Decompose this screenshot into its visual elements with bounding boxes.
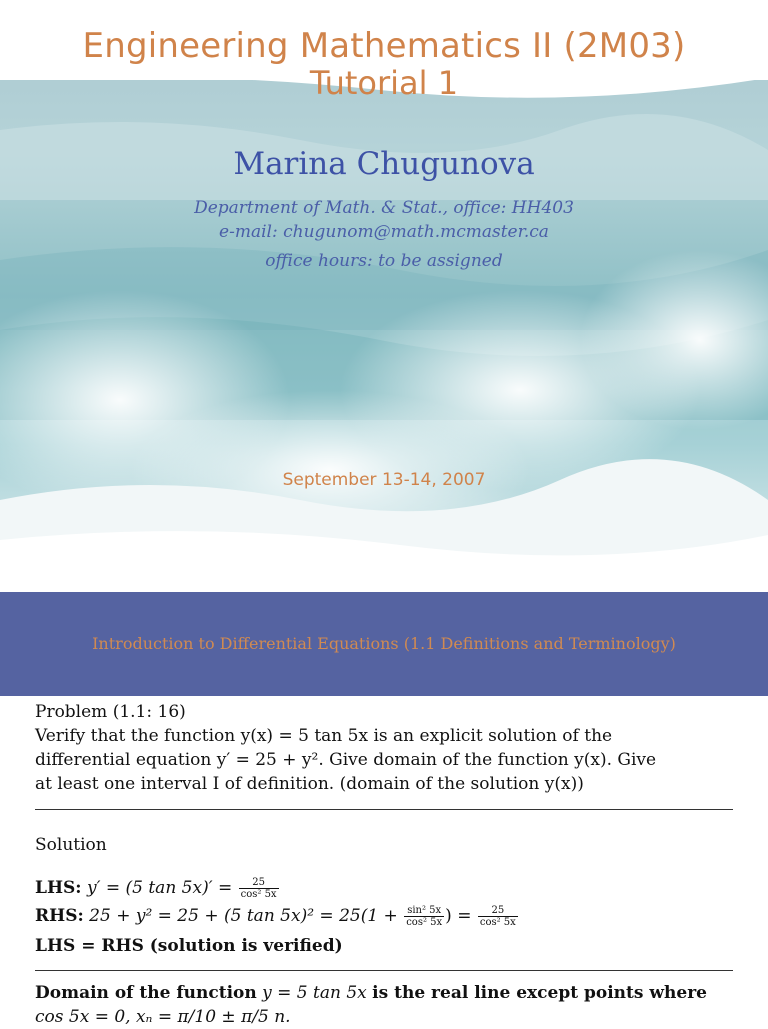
solution-heading: Solution	[35, 835, 107, 855]
presentation-date: September 13-14, 2007	[282, 470, 486, 490]
section-banner	[0, 592, 768, 696]
problem-page	[0, 696, 768, 1027]
presentation-title: Engineering Mathematics II (2M03)	[82, 26, 686, 66]
problem-heading: Problem (1.1: 16)	[35, 702, 186, 722]
author-name: Marina Chugunova	[233, 146, 535, 182]
problem-statement-line-1: Verify that the function y(x) = 5 tan 5x is an explicit solution of the	[35, 726, 613, 746]
divider	[35, 970, 733, 971]
rhs-fraction-2	[478, 905, 518, 928]
lhs-label: LHS:	[35, 878, 82, 898]
fraction-numerator: 25	[252, 877, 265, 888]
domain-condition-partial: cos 5x = 0, xₙ = π/10 ± π/5 n.	[35, 1007, 291, 1027]
fraction-denominator: cos² 5x	[240, 889, 277, 900]
fraction-numerator: sin² 5x	[407, 905, 442, 916]
verification-statement: LHS = RHS (solution is verified)	[35, 936, 343, 956]
fraction-numerator: 25	[491, 905, 505, 916]
rhs-tail: ) =	[445, 906, 472, 926]
rhs-label: RHS:	[35, 906, 84, 926]
domain-statement	[35, 981, 707, 1005]
lhs-equation	[35, 876, 280, 900]
lhs-fraction	[239, 877, 279, 900]
domain-text-tail: is the real line except points where	[372, 983, 707, 1003]
section-title: Introduction to Differential Equations (1.1 Definitions and Terminology)	[92, 634, 676, 653]
fraction-denominator: cos² 5x	[479, 917, 516, 928]
domain-text: Domain of the function	[35, 983, 257, 1003]
affiliation-department: Department of Math. & Stat., office: HH403	[194, 198, 574, 218]
affiliation-email: e-mail: chugunom@math.mcmaster.ca	[219, 222, 549, 242]
rhs-fraction	[404, 905, 444, 928]
domain-function: y = 5 tan 5x	[262, 983, 367, 1003]
fraction-denominator: cos² 5x	[406, 917, 443, 928]
rhs-equation	[35, 904, 519, 928]
lhs-expression: y′ = (5 tan 5x)′ =	[86, 878, 233, 898]
affiliation-office-hours: office hours: to be assigned	[265, 251, 503, 271]
problem-statement-line-2: differential equation y′ = 25 + y². Give domain of the function y(x). Give	[35, 750, 657, 770]
presentation-subtitle: Tutorial 1	[309, 64, 459, 102]
rhs-expression: 25 + y² = 25 + (5 tan 5x)² = 25(1 +	[89, 906, 398, 926]
divider	[35, 809, 733, 810]
problem-statement-line-3: at least one interval I of definition. (domain of the solution y(x))	[35, 774, 584, 794]
